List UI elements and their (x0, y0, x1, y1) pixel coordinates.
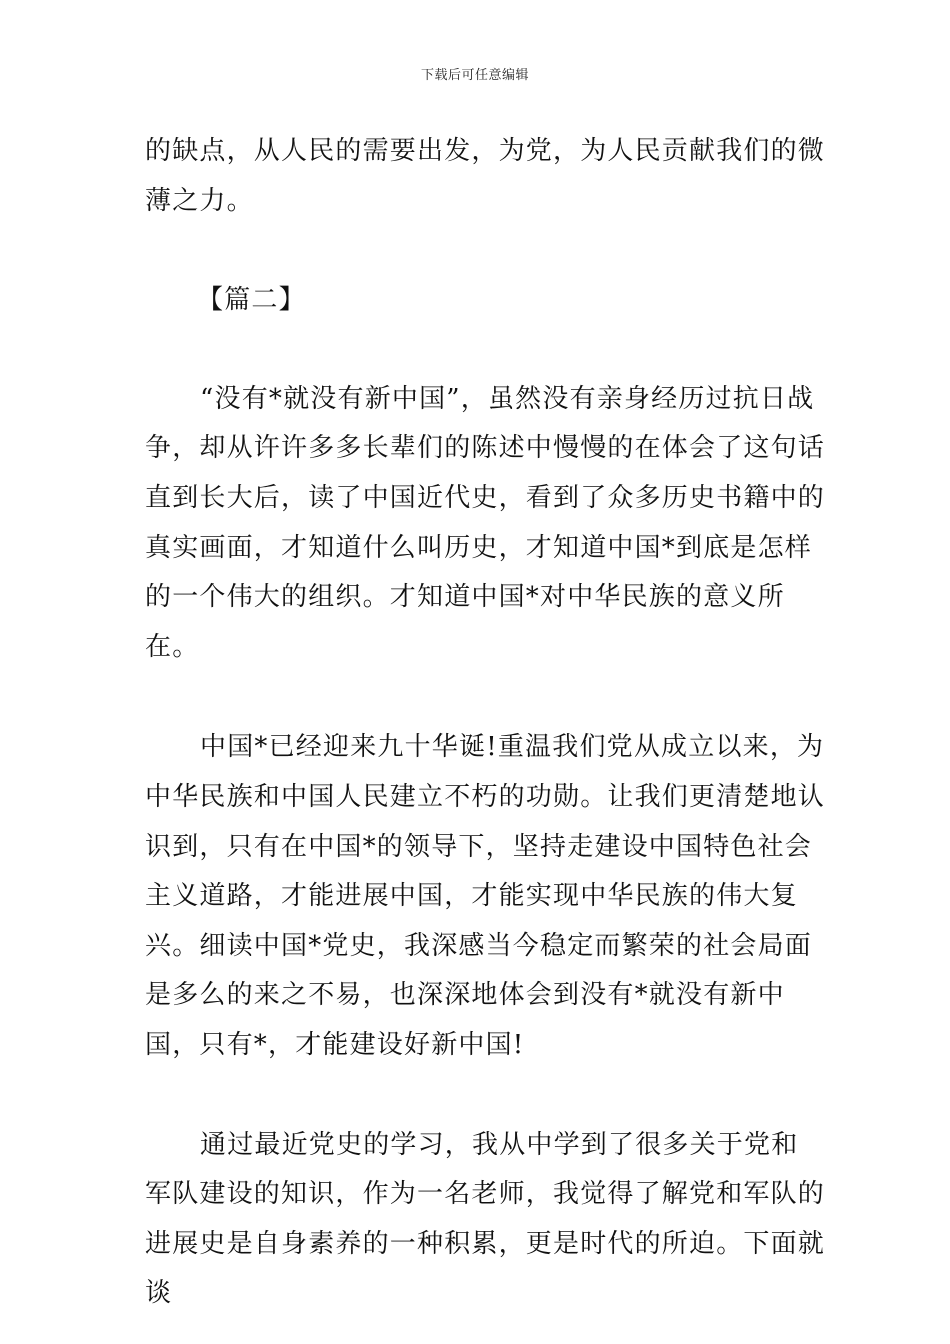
document-body (145, 127, 825, 1319)
page-header: 下载后可任意编辑 (420, 68, 529, 83)
paragraph-continuation: 的缺点，从人民的需要出发，为党，为人民贡献我们的微薄之力。 (145, 136, 826, 216)
section-heading: 【篇二】 (197, 285, 306, 316)
paragraph-3: 通过最近党史的学习，我从中学到了很多关于党和军队建设的知识，作为一名老师，我觉得了解党和军队的进展史是自身素养的一种积累，更是时代的所迫。下面就谈 (145, 1129, 826, 1309)
paragraph-1: “没有*就没有新中国”，虽然没有亲身经历过抗日战争，却从许许多多长辈们的陈述中慢慢的在体会了这句话直到长大后，读了中国近代史，看到了众多历史书籍中的真实画面，才知道什么叫历史，才知道中国*到底是怎样的一个伟大的组织。才知道中国*对中华民族的意义所在。 (145, 383, 826, 662)
paragraph-2: 中国*已经迎来九十华诞!重温我们党从成立以来，为中华民族和中国人民建立不朽的功勋。让我们更清楚地认识到，只有在中国*的领导下，坚持走建设中国特色社会主义道路，才能进展中国，才能实现中华民族的伟大复兴。细读中国*党史，我深感当今稳定而繁荣的社会局面是多么的来之不易，也深深地体会到没有*就没有新中国，只有*，才能建设好新中国! (145, 732, 826, 1060)
